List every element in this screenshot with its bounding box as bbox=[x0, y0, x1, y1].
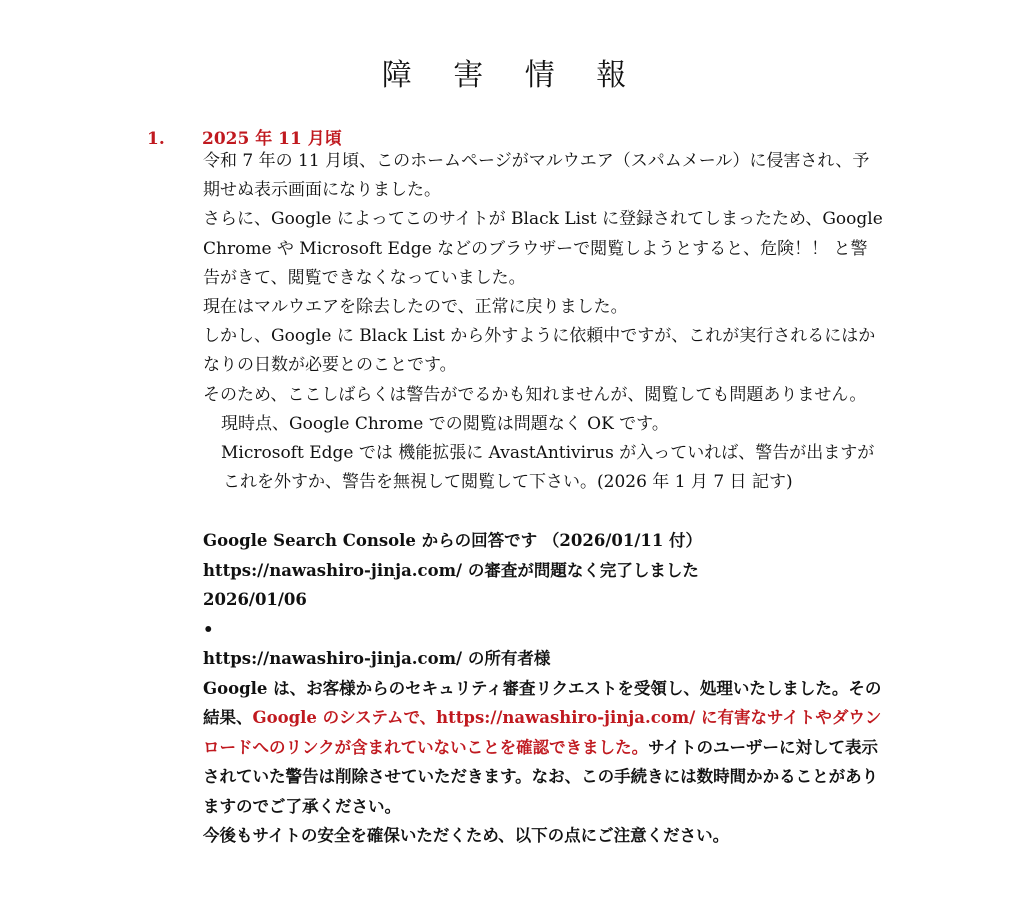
bullet-point: • bbox=[203, 619, 214, 639]
spacer bbox=[203, 497, 883, 526]
notice-paragraph: 現時点、Google Chrome での閲覧は問題なく OK です。 bbox=[221, 413, 669, 434]
console-message-highlight: Google のシステムで、https://nawashiro-jinja.com/ に有害なサイトやダウンロードへのリンクが含まれていないことを確認できました。 bbox=[203, 708, 882, 757]
console-message bbox=[203, 674, 883, 822]
section-date: 2025 年 11 月頃 bbox=[202, 129, 342, 149]
notice-paragraph: そのため、ここしばらくは警告がでるかも知れませんが、閲覧しても問題ありません。 bbox=[203, 384, 867, 405]
notice-paragraph: Microsoft Edge では 機能拡張に AvastAntivirus が入っていれば、警告が出ますが bbox=[221, 443, 875, 464]
console-header: Google Search Console からの回答です （2026/01/11 付） bbox=[203, 531, 703, 551]
search-console-response bbox=[203, 526, 883, 851]
notice-paragraph: さらに、Google によってこのサイトが Black List に登録されてしまったため、Google Chrome や Microsoft Edge などのブラウザーで閲覧しようとすると、危険！！ と警告がきて、閲覧できなくなっていました。 bbox=[203, 209, 883, 288]
section-number: 1. bbox=[147, 129, 165, 149]
notice-paragraph: しかし、Google に Black List から外すように依頼中ですが、これが実行されるにはかなりの日数が必要とのことです。 bbox=[203, 326, 876, 376]
console-owner: https://nawashiro-jinja.com/ の所有者様 bbox=[203, 649, 551, 669]
console-review-complete: https://nawashiro-jinja.com/ の審査が問題なく完了しました bbox=[203, 560, 699, 580]
section-heading bbox=[147, 124, 342, 149]
console-message-part: Google は、お客様からのセキュリティ審査リクエストを受領し、処理いたしました。その結果、 bbox=[203, 678, 882, 728]
console-message-part: サイトのユーザーに対して表示されていた警告は削除させていただきます。なお、この手続きには数時間かかることがありますのでご了承ください。 bbox=[203, 737, 879, 816]
console-message-last: 今後もサイトの安全を確保いただくため、以下の点にご注意ください。 bbox=[203, 826, 730, 846]
notice-body bbox=[203, 147, 883, 851]
notice-paragraph: 現在はマルウエアを除去したので、正常に戻りました。 bbox=[203, 297, 628, 318]
notice-paragraph: 令和 7 年の 11 月頃、このホームページがマルウエア（スパムメール）に侵害され、予期せぬ表示画面になりました。 bbox=[203, 151, 870, 201]
page-title: 障 害 情 報 bbox=[381, 58, 643, 93]
console-date: 2026/01/06 bbox=[203, 590, 307, 610]
notice-paragraph: これを外すか、警告を無視して閲覧して下さい。(2026 年 1 月 7 日 記す) bbox=[223, 472, 793, 493]
